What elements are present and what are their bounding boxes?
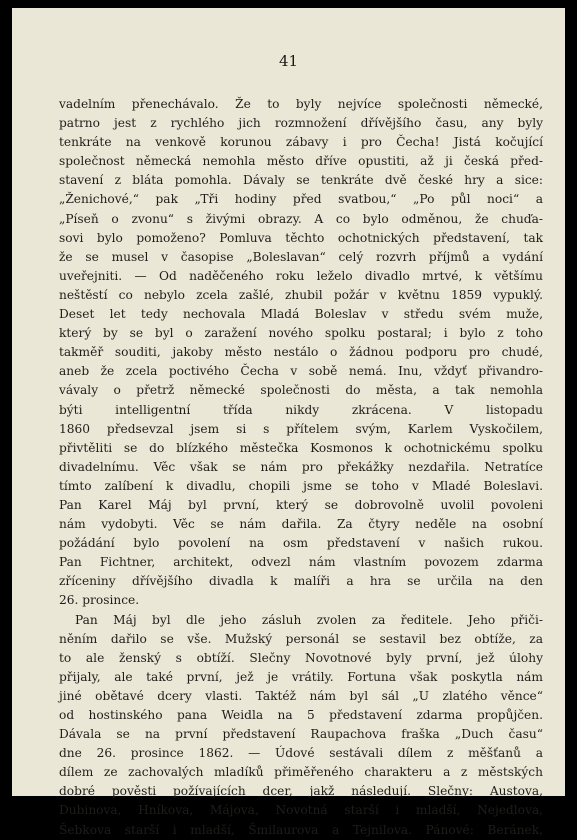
text-line: sovi bylo pomoženo? Pomluva těchto ochotnických představení, tak	[59, 230, 543, 245]
text-line: Deset let tedy nechovala Mladá Boleslav v středu svém muže,	[59, 307, 543, 322]
text-line: požádání bylo povolení na osm představení v našich rukou.	[59, 536, 543, 551]
text-line: uveřejniti. — Od naděčeného roku leželo divadlo mrtvé, k většímu	[59, 268, 543, 283]
text-line: „Píseň o zvonu“ s živými obrazy. A co bylo odměnou, že chuďa-	[59, 211, 543, 226]
text-line: vávaly o přetrž německé společnosti do města, a tak nemohla	[59, 383, 543, 398]
text-line: býti intelligentní třída nikdy zkrácena. V listopadu	[59, 402, 543, 417]
text-line: přijaly, ale také první, jež je vrátily. Fortuna však poskytla nám	[59, 669, 543, 684]
text-line: patrno jest z rychlého jich rozmnožení dřívějšího času, any byly	[59, 116, 543, 131]
text-line: přivtěliti se do blízkého městečka Kosmonos k ochotnickému spolku	[59, 440, 543, 455]
text-line: tenkráte na venkově korunou zábavy i pro Čecha! Jistá kočující	[59, 135, 543, 150]
text-line: který by se byl o zaražení nového spolku postaral; i bylo z toho	[59, 326, 543, 341]
text-line: divadelnímu. Věc však se nám pro překážky nezdařila. Netratíce	[59, 459, 543, 474]
text-line: takměř souditi, jakoby město nestálo o žádnou podporu pro chudé,	[59, 345, 543, 360]
text-line: dne 26. prosince 1862. — Údové sestávali dílem z měšťanů a	[59, 746, 543, 761]
text-line: Dávala se na první představení Raupachova fraška „Duch času“	[59, 727, 543, 742]
text-line: něním dařilo se vše. Mužský personál se sestavil bez obtíže, za	[59, 631, 543, 646]
text-line: od hostinského pana Weidla na 5 představení zdarma propůjčen.	[59, 708, 543, 722]
text-line: „Ženichové,“ pak „Tři hodiny před svatbou,“ „Po půl noci“ a	[59, 192, 543, 207]
text-line: dobré pověsti požívajících dcer, jakž následují. Slečny: Austova,	[59, 784, 543, 799]
text-line: 1860 předsevzal jsem si s přítelem svým, Karlem Vyskočilem,	[59, 421, 543, 436]
text-line: neštěstí co nebylo zcela zašlé, zhubil požár v květnu 1859 vypuklý.	[59, 287, 543, 302]
text-line: tímto zalíbení k divadlu, chopili jsme se toho v Mladé Boleslavi.	[59, 478, 543, 493]
text-line: nám vydobyti. Věc se nám dařila. Za čtyry neděle na osobní	[59, 517, 543, 532]
text-line: Dubinova, Hníkova, Májova, Novotná starší i mladší, Nejedlova,	[59, 803, 543, 818]
text-line: dílem ze zachovalých mladíků přiměřeného charakteru a z městských	[59, 765, 543, 780]
text-line: zříceniny dřívějšího divadla k malíři a hra se určila na den	[59, 574, 543, 589]
text-line: stavení z bláta pomohla. Dávaly se tenkráte dvě české hry a sice:	[59, 173, 543, 188]
text-line: společnost německá nemohla město dříve opustiti, až ji česká před-	[59, 154, 543, 169]
text-line: 26. prosince.	[59, 593, 140, 608]
text-line: Pan Fichtner, architekt, odvezl nám vlastním povozem zdarma	[59, 555, 543, 570]
body-text	[59, 95, 543, 840]
book-page	[12, 8, 565, 837]
text-line: aneb že zcela poctivého Čecha v sobě nemá. Inu, vždyť přivandro-	[59, 364, 543, 379]
text-line: vadelním přenechávalo. Že to byly nejvíce společnosti německé,	[59, 97, 543, 111]
text-line: že se musel v časopise „Boleslavan“ celý rozvrh příjmů a vydání	[59, 249, 543, 264]
text-line: jiné obětavé dcery vlasti. Taktéž nám byl sál „U zlatého věnce“	[59, 688, 543, 703]
text-line: Pan Máj byl dle jeho zásluh zvolen za ředitele. Jeho přiči-	[75, 612, 543, 627]
text-line: Pan Karel Máj byl první, který se dobrovolně uvolil povoleni	[59, 497, 543, 512]
text-line: Šebkova starší i mladší, Šmilaurova a Tejnilova. Pánové: Beránek,	[59, 822, 543, 837]
text-line: to ale ženský s obtíží. Slečny Novotnové byly první, jež úlohy	[59, 650, 543, 665]
page-number: 41	[278, 52, 299, 70]
